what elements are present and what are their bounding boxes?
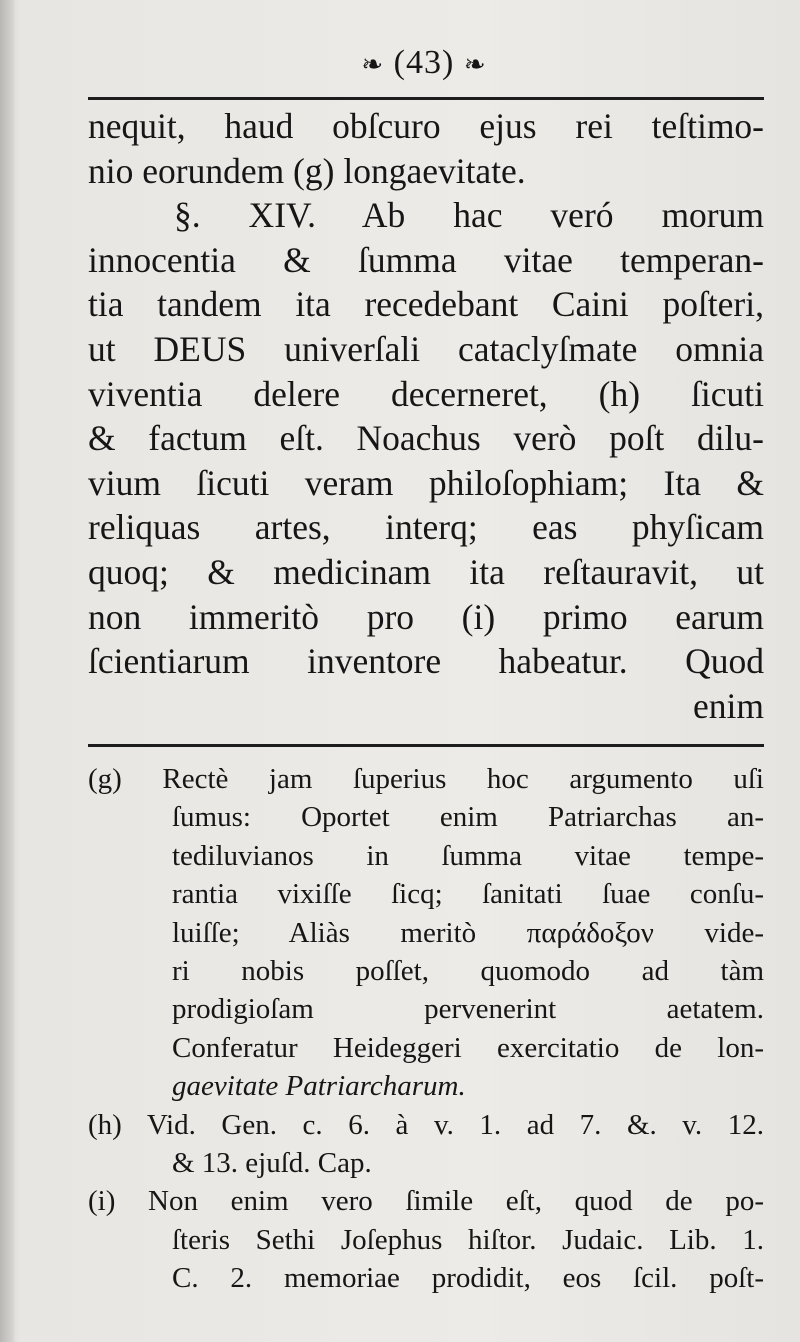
footnote-line: (i) Non enim vero ſimile eſt, quod de po-	[88, 1185, 764, 1218]
text-line: §. XIV. Ab hac veró morum	[174, 195, 764, 236]
text-line: & factum eſt. Noachus verò poſt dilu-	[88, 418, 764, 459]
footnote-line: ſumus: Oportet enim Patriarchas an-	[172, 801, 764, 834]
footnote-line: Conferatur Heideggeri exercitatio de lon-	[172, 1031, 764, 1064]
footnote-line: tediluvianos in ſumma vitae tempe-	[172, 839, 764, 872]
text-line: ſcientiarum inventore habeatur. Quod	[88, 641, 764, 682]
header-ornament-left: ❧	[361, 50, 385, 80]
footnote-line: C. 2. memoriae prodidit, eos ſcil. poſt-	[172, 1262, 764, 1295]
text-line: non immeritò pro (i) primo earum	[88, 596, 764, 637]
text-line: nio eorundem (g) longaevitate.	[88, 150, 526, 191]
text-line: nequit, haud obſcuro ejus rei teſtimo-	[88, 106, 764, 146]
page-header	[88, 44, 760, 82]
footnotes	[88, 760, 764, 1297]
main-text	[88, 104, 764, 728]
header-ornament-right: ❧	[463, 50, 487, 80]
footnote-line: & 13. ejuſd. Cap.	[172, 1146, 372, 1179]
header-rule	[88, 97, 764, 100]
text-line: tia tandem ita recedebant Caini poſteri,	[88, 284, 764, 325]
text-line: reliquas artes, interq; eas phyſicam	[88, 507, 764, 548]
text-line: viventia delere decerneret, (h) ſicuti	[88, 373, 764, 414]
page-edge-shadow	[0, 0, 14, 1342]
footnote-line: ri nobis poſſet, quomodo ad tàm	[172, 954, 764, 987]
footnote-line: luiſſe; Aliàs meritò παράδοξον vide-	[172, 916, 764, 949]
footnote-line: (g) Rectè jam ſuperius hoc argumento uſi	[88, 763, 764, 795]
footnote-line: ſteris Sethi Joſephus hiſtor. Judaic. Lib. 1.	[172, 1223, 764, 1256]
footnote-line: (h) Vid. Gen. c. 6. à v. 1. ad 7. &. v. 12.	[88, 1108, 764, 1141]
footnote-line: rantia vixiſſe ſicq; ſanitati ſuae conſu-	[172, 878, 764, 911]
page-number: (43)	[393, 44, 455, 81]
footnote-line: gaevitate Patriarcharum.	[172, 1070, 466, 1103]
text-line: quoq; & medicinam ita reſtauravit, ut	[88, 551, 764, 592]
text-line: vium ſicuti veram philoſophiam; Ita &	[88, 462, 764, 503]
catchword: enim	[693, 685, 764, 726]
text-line: ut DEUS univerſali cataclyſmate omnia	[88, 328, 764, 369]
text-line: innocentia & ſumma vitae temperan-	[88, 239, 764, 280]
footnote-line: prodigioſam pervenerint aetatem.	[172, 993, 764, 1026]
footnote-rule	[88, 744, 764, 747]
